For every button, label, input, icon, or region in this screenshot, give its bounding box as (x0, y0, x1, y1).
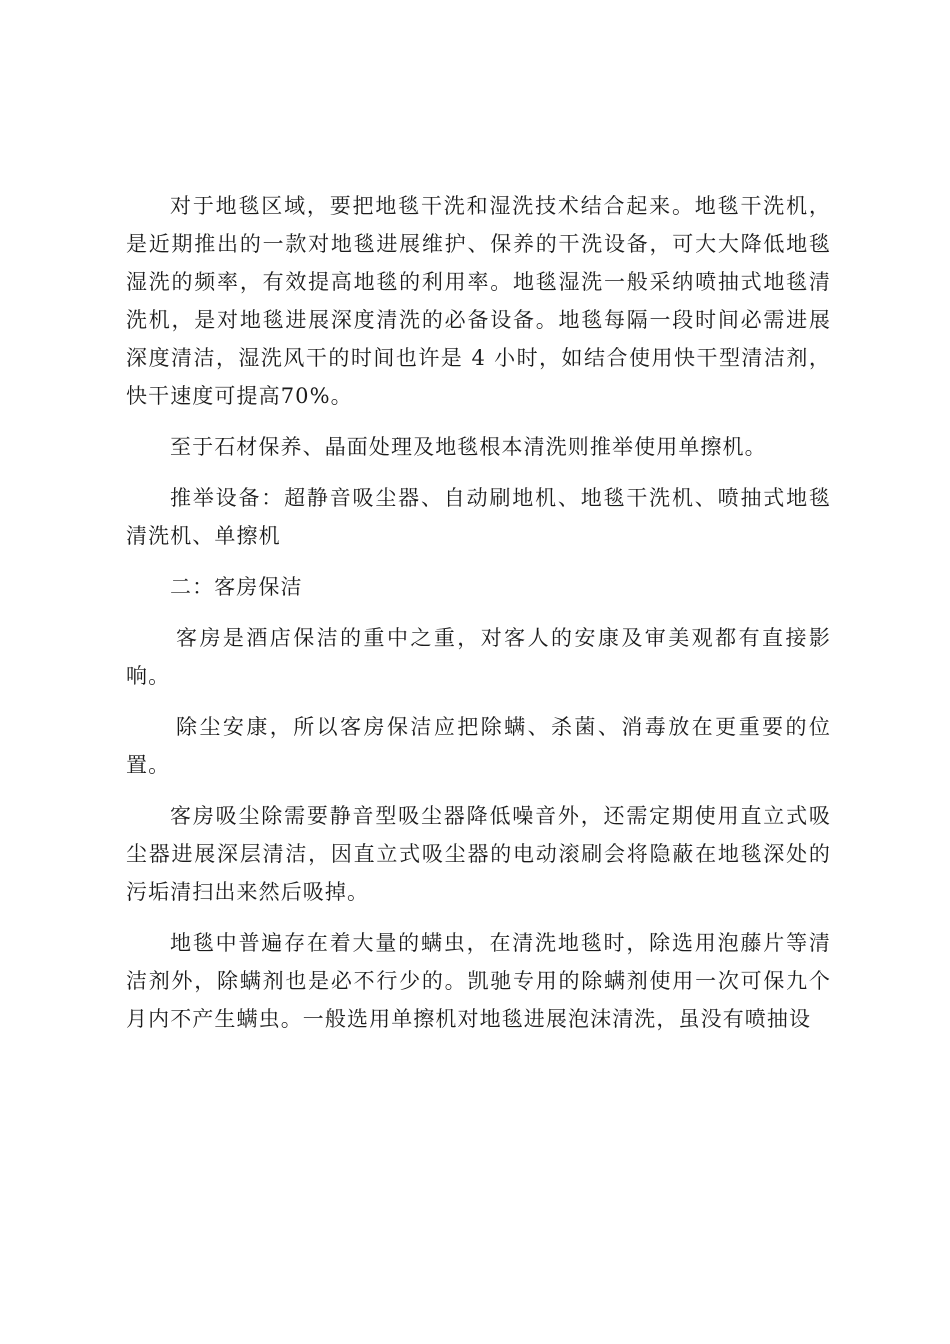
paragraph-vacuuming: 客房吸尘除需要静音型吸尘器降低噪音外，还需定期使用直立式吸尘器进展深层清洁，因直立式吸尘器的电动滚刷会将隐蔽在地毯深处的污垢清扫出来然后吸掉。 (126, 804, 831, 904)
document-body (126, 187, 831, 1051)
section-heading-guest-room: 二：客房保洁 (170, 575, 303, 599)
paragraph-dust-removal: 除尘安康，所以客房保洁应把除螨、杀菌、消毒放在更重要的位置。 (126, 715, 831, 777)
paragraph-recommended-equipment: 推举设备：超静音吸尘器、自动刷地机、地毯干洗机、喷抽式地毯清洗机、单擦机 (126, 486, 831, 548)
paragraph-stone-care: 至于石材保养、晶面处理及地毯根本清洗则推举使用单擦机。 (170, 435, 767, 459)
paragraph-mite-removal: 地毯中普遍存在着大量的螨虫，在清洗地毯时，除选用泡藤片等清洁剂外，除螨剂也是必不行少的。凯驰专用的除螨剂使用一次可保九个月内不产生螨虫。一般选用单擦机对地毯进展泡沫清洗，虽没有喷抽设 (126, 931, 831, 1031)
paragraph-guest-room-importance: 客房是酒店保洁的重中之重，对客人的安康及审美观都有直接影响。 (126, 626, 831, 688)
paragraph-carpet-cleaning: 对于地毯区域，要把地毯干洗和湿洗技术结合起来。地毯干洗机，是近期推出的一款对地毯进展维护、保养的干洗设备，可大大降低地毯湿洗的频率，有效提高地毯的利用率。地毯湿洗一般采纳喷抽式地毯清洗机，是对地毯进展深度清洗的必备设备。地毯每隔一段时间必需进展深度清洁，湿洗风干的时间也许是 4 小时，如结合使用快干型清洁剂，快干速度可提高70%。 (126, 194, 831, 408)
